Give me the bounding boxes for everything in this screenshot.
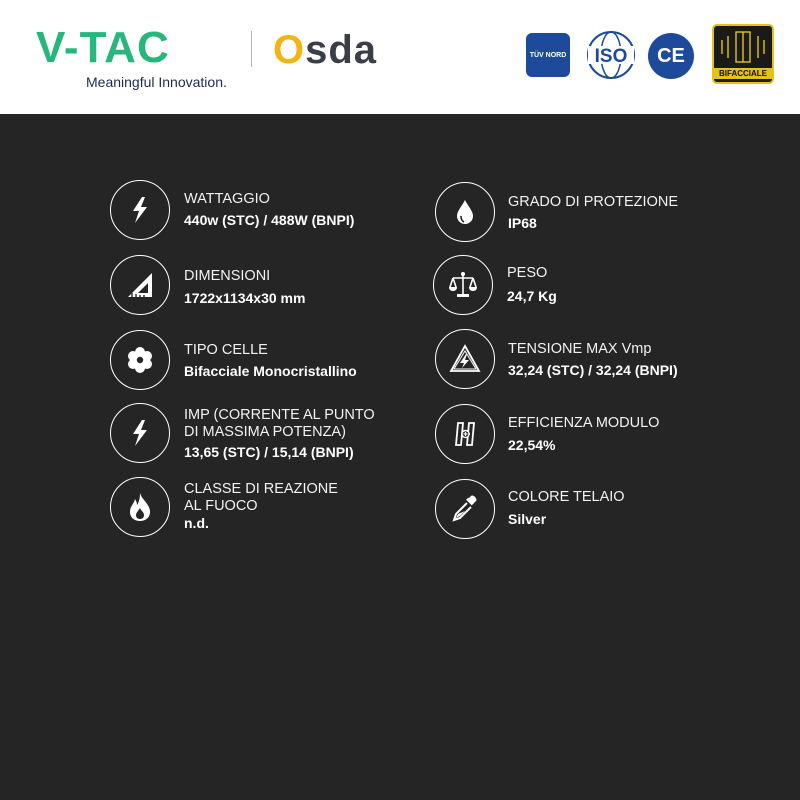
set-square-icon <box>110 255 170 315</box>
header <box>0 0 800 114</box>
lightning-icon <box>110 180 170 240</box>
high-voltage-icon <box>435 329 495 389</box>
header-divider <box>251 31 252 67</box>
spec-label: PESO <box>507 265 548 281</box>
spec-value: Silver <box>508 511 547 527</box>
osda-logo-rest: sda <box>305 28 378 72</box>
bifacial-badge-label: BIFACCIALE <box>714 68 772 79</box>
spec-value: 13,65 (STC) / 15,14 (BNPI) <box>184 444 354 460</box>
gear-icon <box>110 330 170 390</box>
spec-value: IP68 <box>508 215 537 231</box>
spec-value: 22,54% <box>508 437 556 453</box>
bifacial-badge <box>712 24 774 84</box>
tuv-nord-badge: TÜV NORD <box>526 33 570 77</box>
osda-logo <box>273 28 377 72</box>
dropper-icon <box>435 479 495 539</box>
vtac-logo: V-TAC <box>36 23 170 72</box>
flame-icon <box>110 477 170 537</box>
spec-label-line1: CLASSE DI REAZIONE <box>184 481 338 497</box>
spec-value: n.d. <box>184 515 209 531</box>
iso-badge-text: ISO <box>594 46 628 67</box>
osda-logo-o: O <box>273 28 306 72</box>
iso-badge <box>584 30 638 80</box>
spec-label-line2: DI MASSIMA POTENZA) <box>184 424 346 440</box>
spec-label-line1: IMP (CORRENTE AL PUNTO <box>184 407 375 423</box>
spec-value: 24,7 Kg <box>507 288 557 304</box>
spec-label: EFFICIENZA MODULO <box>508 415 660 431</box>
spec-value: 1722x1134x30 mm <box>184 290 306 306</box>
spec-label: DIMENSIONI <box>184 268 271 284</box>
spec-label: GRADO DI PROTEZIONE <box>508 194 678 210</box>
spec-label: WATTAGGIO <box>184 191 270 207</box>
lightning-icon <box>110 403 170 463</box>
spec-label: TENSIONE MAX Vmp <box>508 341 652 357</box>
spec-value: Bifacciale Monocristallino <box>184 363 357 379</box>
spec-value: 32,24 (STC) / 32,24 (BNPI) <box>508 362 678 378</box>
brand-tagline: Meaningful Innovation. <box>86 74 227 90</box>
efficiency-icon <box>435 404 495 464</box>
scale-icon <box>433 255 493 315</box>
spec-label: TIPO CELLE <box>184 342 268 358</box>
ce-badge: CE <box>648 33 694 79</box>
water-drop-icon <box>435 182 495 242</box>
spec-label-line2: AL FUOCO <box>184 498 258 514</box>
bifacial-panel-icon <box>714 28 772 70</box>
spec-label: COLORE TELAIO <box>508 489 625 505</box>
spec-value: 440w (STC) / 488W (BNPI) <box>184 212 355 228</box>
